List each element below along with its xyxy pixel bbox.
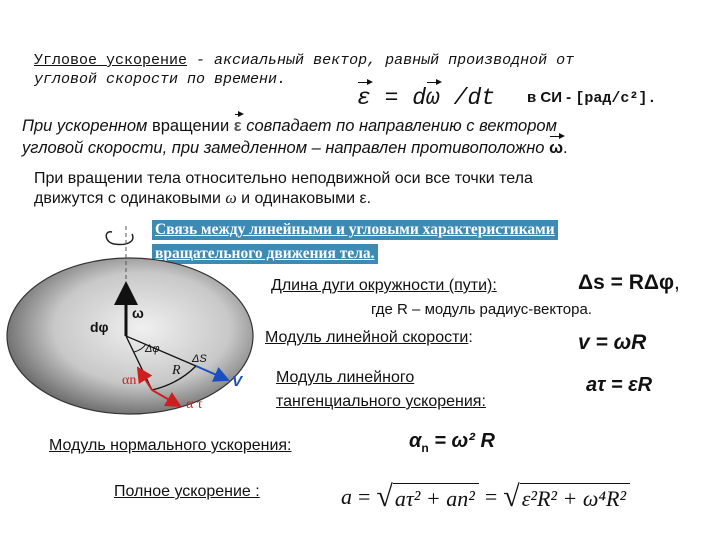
omega-vector: ω — [426, 85, 440, 111]
rotation-arrow-icon — [106, 232, 133, 245]
label-angle: Δφ — [145, 343, 160, 355]
normal-formula — [409, 430, 495, 455]
arc-label: Длина дуги окружности (пути): — [271, 277, 497, 294]
arc-comma: , — [674, 271, 680, 294]
normal-sub: n — [421, 441, 429, 455]
label-r: R — [172, 363, 181, 378]
formula-rest: /dt — [439, 85, 496, 111]
full-formula: a = √ aτ² + an² = √ ε²R² + ω⁴R² — [341, 480, 630, 514]
direction-epsilon: ε — [233, 117, 242, 135]
label-v: V — [232, 373, 243, 390]
full-sqrt1: aτ² + an² — [393, 483, 479, 512]
normal-label: Модуль нормального ускорения: — [49, 437, 292, 454]
direction-dot: . — [563, 139, 568, 157]
sqrt-icon-2: √ — [503, 480, 520, 513]
label-ds: ΔS — [192, 353, 207, 365]
si-label: в СИ - — [527, 89, 576, 106]
normal-a: α — [409, 430, 422, 452]
velocity-colon: : — [468, 329, 473, 346]
rotation-line2 — [34, 190, 371, 208]
direction-p1: При ускоренном — [22, 117, 152, 135]
rotating-disk-diagram — [0, 218, 270, 433]
velocity-label: Модуль линейной скорости — [265, 329, 469, 346]
label-omega: ω — [132, 305, 144, 321]
epsilon-vector: ε — [357, 85, 371, 111]
arc-formula-text: Δs = RΔφ — [578, 271, 674, 294]
rotation-line2b: и одинаковыми ε. — [236, 190, 372, 207]
arc-formula — [578, 271, 680, 295]
definition-term: Угловое ускорение — [34, 52, 188, 69]
rotation-line2a: движутся с одинаковыми — [34, 190, 226, 207]
tangential-formula: aτ = εR — [586, 374, 653, 396]
direction-line1 — [22, 117, 557, 136]
tangential-line1: Модуль линейного — [276, 369, 415, 386]
full-a: a — [341, 484, 352, 509]
definition-text1: аксиальный вектор, равный производной от — [214, 52, 575, 69]
normal-formula-text: = ω² R — [428, 430, 495, 452]
full-label: Полное ускорение : — [114, 483, 260, 500]
relation-title-line1: Связь между линейными и угловыми характеристиками — [152, 220, 558, 240]
label-dphi: dφ — [90, 319, 109, 335]
formula-epsilon-definition — [357, 85, 495, 111]
velocity-row — [265, 329, 473, 347]
formula-d: d — [412, 85, 427, 111]
rotation-omega: ω — [225, 190, 237, 207]
direction-omega: ω — [549, 139, 564, 157]
arc-where: где R – модуль радиус-вектора. — [371, 301, 592, 318]
label-at: α τ — [186, 397, 203, 412]
direction-p3: совпадает по направлению с вектором — [241, 117, 557, 135]
full-sqrt2: ε²R² + ω⁴R² — [520, 483, 630, 512]
direction-line2 — [22, 139, 568, 158]
sqrt-icon-1: √ — [376, 480, 393, 513]
tangential-line2: тангенциального ускорения: — [276, 393, 486, 410]
si-unit — [527, 89, 656, 107]
direction-p4: угловой скорости, при замедленном – направлен противоположно — [22, 139, 550, 157]
direction-p2: вращении — [151, 117, 234, 135]
definition-line2: угловой скорости по времени. — [34, 71, 287, 88]
disk — [7, 258, 253, 414]
definition-dash: - — [187, 52, 215, 69]
velocity-formula: v = ωR — [578, 331, 647, 354]
label-an: αn — [122, 373, 137, 388]
rotation-line1: При вращении тела относительно неподвижной оси все точки тела — [34, 170, 533, 187]
formula-eq: = — [370, 85, 413, 111]
definition-line1 — [34, 52, 574, 69]
relation-title-line2: вращательного движения тела. — [152, 244, 378, 264]
si-value: [рад/с²]. — [575, 90, 657, 107]
